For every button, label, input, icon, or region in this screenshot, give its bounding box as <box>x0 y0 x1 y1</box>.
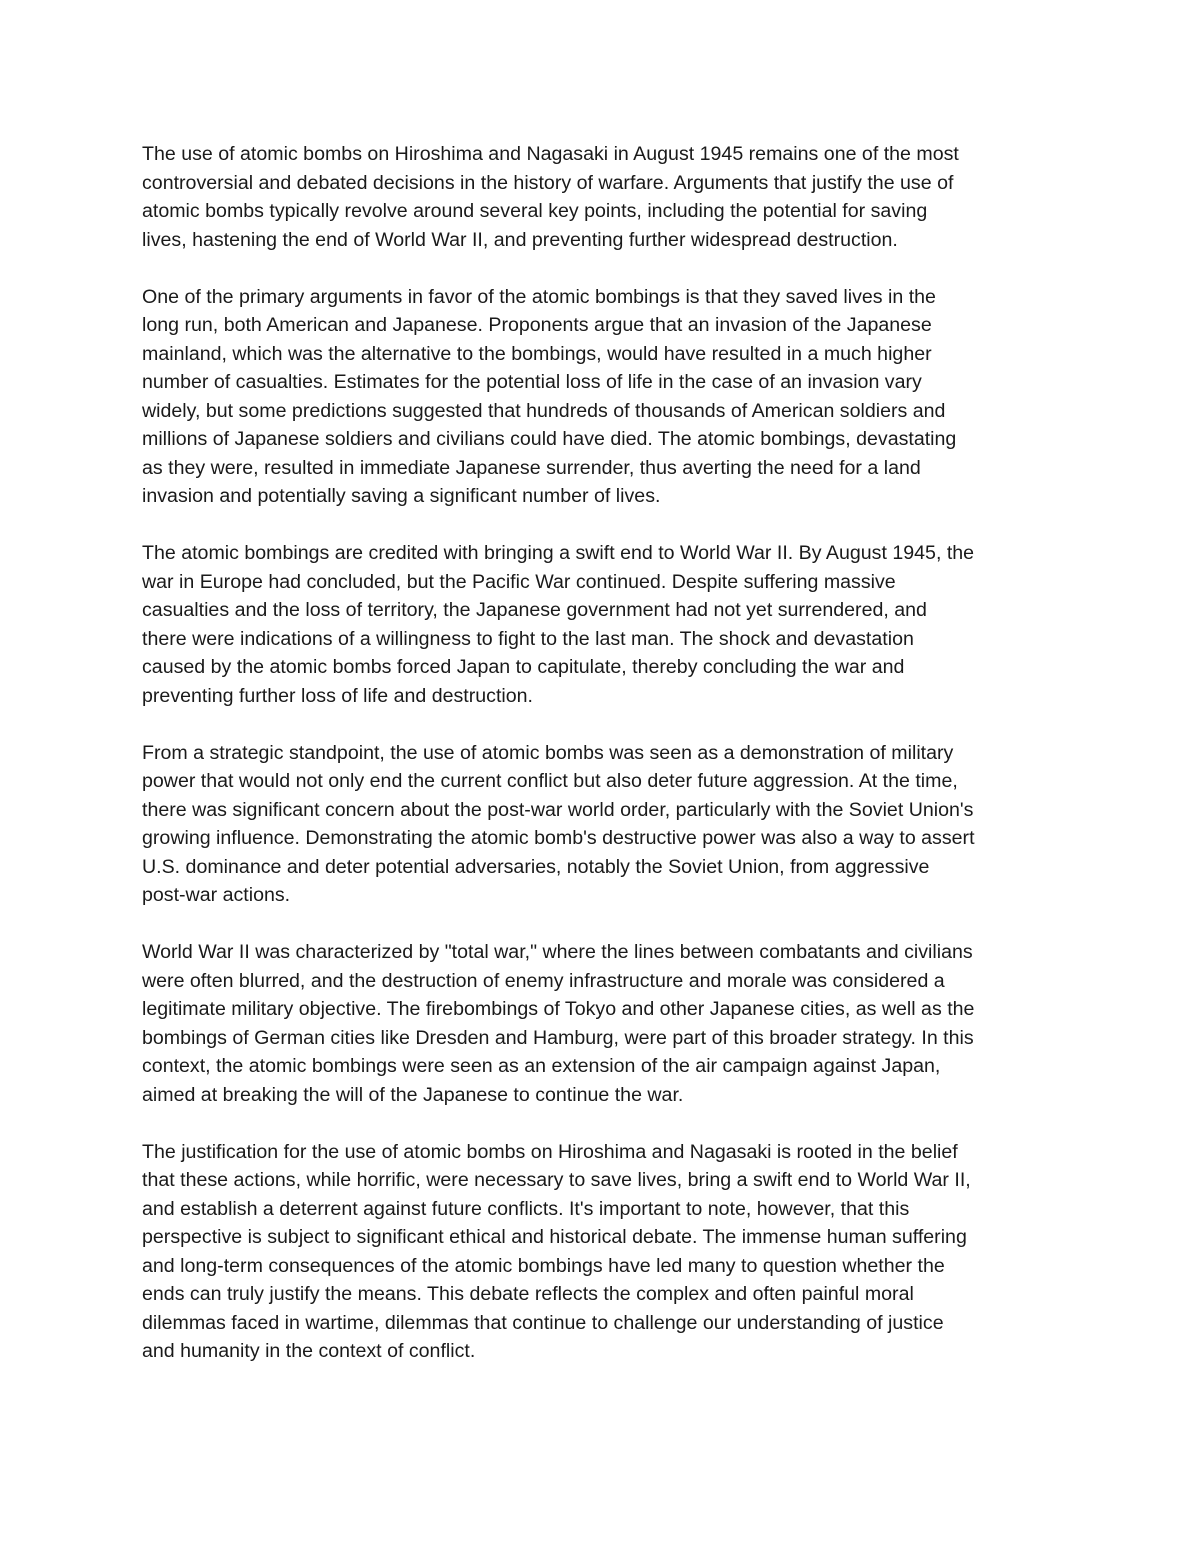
text-line: The use of atomic bombs on Hiroshima and Nagasaki in August 1945 remains one of the most <box>142 143 959 165</box>
document-body <box>142 140 1072 1394</box>
text-line: dilemmas faced in wartime, dilemmas that continue to challenge our understanding of justice <box>142 1311 944 1334</box>
paragraph-1 <box>142 140 1072 254</box>
text-line: there was significant concern about the post-war world order, particularly with the Soviet Union's <box>142 798 974 821</box>
text-line: growing influence. Demonstrating the atomic bomb's destructive power was also a way to assert <box>142 827 975 849</box>
text-line: casualties and the loss of territory, the Japanese government had not yet surrendered, and <box>142 599 927 621</box>
text-line: ends can truly justify the means. This debate reflects the complex and often painful moral <box>142 1283 914 1305</box>
paragraph-2 <box>142 283 1072 511</box>
text-line: that these actions, while horrific, were necessary to save lives, bring a swift end to World War II, <box>142 1169 971 1191</box>
text-line: World War II was characterized by "total war," where the lines between combatants and civilians <box>142 941 973 963</box>
text-line: The justification for the use of atomic bombs on Hiroshima and Nagasaki is rooted in the belief <box>142 1140 958 1163</box>
text-line: preventing further loss of life and destruction. <box>142 684 534 707</box>
text-line: and humanity in the context of conflict. <box>142 1340 476 1362</box>
text-line: controversial and debated decisions in the history of warfare. Arguments that justify the use of <box>142 171 954 194</box>
paragraph-4 <box>142 739 1072 910</box>
text-line: there were indications of a willingness to fight to the last man. The shock and devastation <box>142 627 914 650</box>
text-line: From a strategic standpoint, the use of atomic bombs was seen as a demonstration of military <box>142 741 954 764</box>
text-line: as they were, resulted in immediate Japanese surrender, thus averting the need for a land <box>142 456 921 479</box>
text-line: millions of Japanese soldiers and civilians could have died. The atomic bombings, devastating <box>142 428 957 450</box>
text-line: One of the primary arguments in favor of the atomic bombings is that they saved lives in the <box>142 285 936 308</box>
paragraph-6 <box>142 1138 1072 1366</box>
text-line: and establish a deterrent against future conflicts. It's important to note, however, that this <box>142 1197 910 1220</box>
text-line: were often blurred, and the destruction of enemy infrastructure and morale was considered a <box>142 969 945 992</box>
text-line: context, the atomic bombings were seen as an extension of the air campaign against Japan, <box>142 1055 941 1077</box>
text-line: post-war actions. <box>142 884 291 906</box>
text-line: and long-term consequences of the atomic bombings have led many to question whether the <box>142 1254 945 1277</box>
text-line: lives, hastening the end of World War II, and preventing further widespread destruction. <box>142 228 898 251</box>
text-line: legitimate military objective. The firebombings of Tokyo and other Japanese cities, as well as the <box>142 998 975 1020</box>
text-line: The atomic bombings are credited with bringing a swift end to World War II. By August 1945, the <box>142 542 975 564</box>
text-line: atomic bombs typically revolve around several key points, including the potential for saving <box>142 200 928 222</box>
text-line: long run, both American and Japanese. Proponents argue that an invasion of the Japanese <box>142 314 932 336</box>
paragraph-5 <box>142 938 1072 1109</box>
text-line: widely, but some predictions suggested that hundreds of thousands of American soldiers and <box>142 399 946 422</box>
text-line: bombings of German cities like Dresden and Hamburg, were part of this broader strategy. In this <box>142 1026 974 1049</box>
text-line: U.S. dominance and deter potential adversaries, notably the Soviet Union, from aggressive <box>142 855 930 878</box>
text-line: mainland, which was the alternative to the bombings, would have resulted in a much higher <box>142 342 932 365</box>
text-line: invasion and potentially saving a significant number of lives. <box>142 485 661 507</box>
text-line: aimed at breaking the will of the Japanese to continue the war. <box>142 1083 684 1106</box>
text-line: perspective is subject to significant ethical and historical debate. The immense human suffering <box>142 1226 967 1248</box>
paragraph-3 <box>142 539 1072 710</box>
text-line: war in Europe had concluded, but the Pacific War continued. Despite suffering massive <box>142 570 896 593</box>
text-line: number of casualties. Estimates for the potential loss of life in the case of an invasion vary <box>142 371 922 393</box>
text-line: power that would not only end the current conflict but also deter future aggression. At the time, <box>142 770 958 792</box>
text-line: caused by the atomic bombs forced Japan to capitulate, thereby concluding the war and <box>142 656 905 678</box>
